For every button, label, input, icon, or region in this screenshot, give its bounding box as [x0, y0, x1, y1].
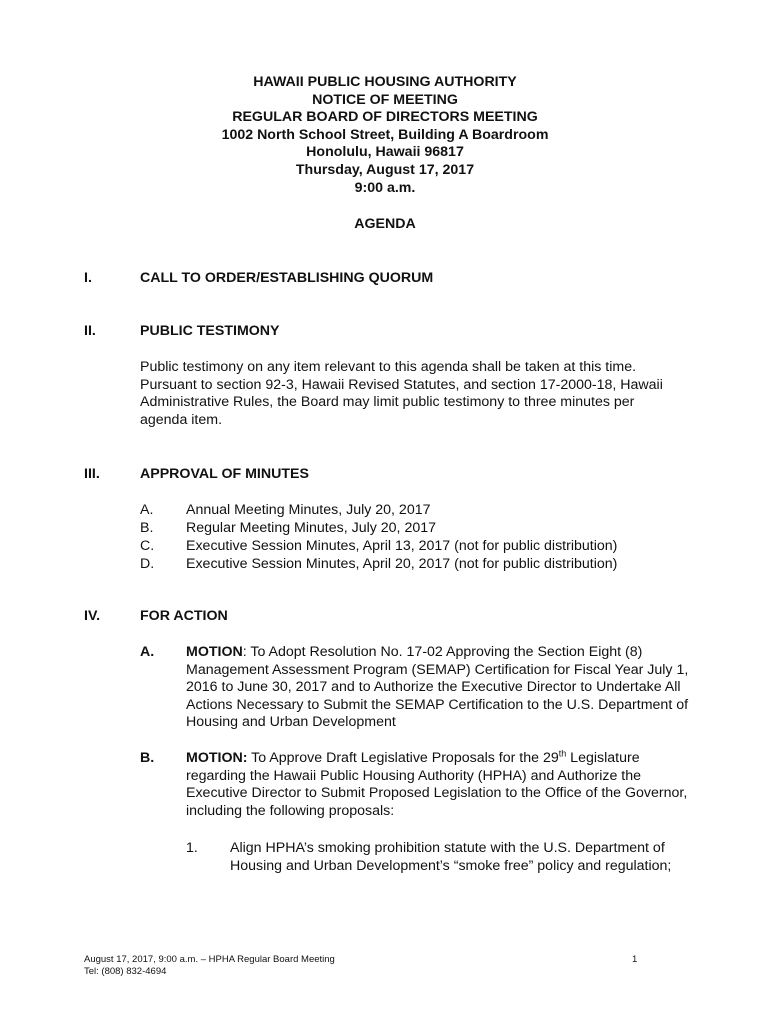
meeting-city: Honolulu, Hawaii 96817 [306, 144, 464, 161]
section-2-title: PUBLIC TESTIMONY [140, 323, 280, 339]
minutes-item-letter: A. [140, 502, 154, 518]
proposal-1-text: Align HPHA’s smoking prohibition statute with the U.S. Department of Housing and Urban Development’s “smoke free” policy and regulation; [230, 840, 672, 874]
motion-text: To Approve Draft Legislative Proposals for the 29 [247, 750, 559, 766]
meeting-date: Thursday, August 17, 2017 [295, 161, 475, 178]
agenda-title: AGENDA [354, 216, 416, 232]
section-4-title: FOR ACTION [140, 608, 228, 624]
footer-meeting-info: August 17, 2017, 9:00 a.m. – HPHA Regular Board Meeting [84, 954, 335, 965]
section-3-title: APPROVAL OF MINUTES [140, 466, 309, 482]
footer-phone: Tel: (808) 832-4694 [84, 966, 167, 977]
motion-text: Legislature regarding the Hawaii Public Housing Authority (HPHA) and Authorize the Executive Director to Submit Proposed Legislation to the Office of the Governor, including the following proposals: [186, 750, 688, 819]
minutes-item-letter: D. [140, 556, 155, 572]
action-b-letter: B. [140, 750, 155, 766]
section-1-number: I. [84, 270, 92, 286]
section-3-number: III. [84, 466, 100, 482]
action-b-motion [186, 750, 691, 820]
page-footer [84, 954, 335, 978]
section-2-number: II. [84, 323, 96, 339]
minutes-item-letter: C. [140, 538, 155, 554]
meeting-header [0, 74, 770, 197]
notice-title: NOTICE OF MEETING [312, 91, 458, 108]
action-a-motion [186, 644, 691, 732]
ordinal-suffix: th [558, 748, 567, 759]
motion-text: : To Adopt Resolution No. 17-02 Approving the Section Eight (8) Management Assessment Program (SEMAP) Certification for Fiscal Year July 1, 2016 to June 30, 2017 and to Authorize the Executive Director to Undertake All Actions Necessary to Submit the SEMAP Certification to the U.S. Department of Housing and Urban Development [186, 644, 689, 731]
motion-label: MOTION [186, 644, 243, 660]
minutes-item-text: Executive Session Minutes, April 20, 2017 (not for public distribution) [186, 556, 618, 572]
minutes-item-text: Annual Meeting Minutes, July 20, 2017 [186, 502, 431, 518]
section-4-number: IV. [84, 608, 101, 624]
action-a-letter: A. [140, 644, 155, 660]
minutes-item-letter: B. [140, 520, 154, 536]
org-name: HAWAII PUBLIC HOUSING AUTHORITY [253, 74, 517, 90]
motion-label: MOTION: [186, 750, 248, 766]
proposal-1-number: 1. [186, 840, 198, 856]
meeting-address: 1002 North School Street, Building A Boardroom [221, 126, 549, 143]
page-number: 1 [632, 954, 638, 965]
public-testimony-text: Public testimony on any item relevant to this agenda shall be taken at this time. Pursuant to section 92-3, Hawaii Revised Statutes, and section 17-2000-18, Hawaii Administrative Rules, the Board may limit public testimony to three minutes per agenda item. [140, 359, 663, 428]
meeting-type: REGULAR BOARD OF DIRECTORS MEETING [232, 109, 538, 126]
minutes-item-text: Executive Session Minutes, April 13, 2017 (not for public distribution) [186, 538, 618, 554]
section-1-title: CALL TO ORDER/ESTABLISHING QUORUM [140, 270, 434, 286]
minutes-item-text: Regular Meeting Minutes, July 20, 2017 [186, 520, 436, 536]
meeting-time: 9:00 a.m. [354, 179, 416, 196]
